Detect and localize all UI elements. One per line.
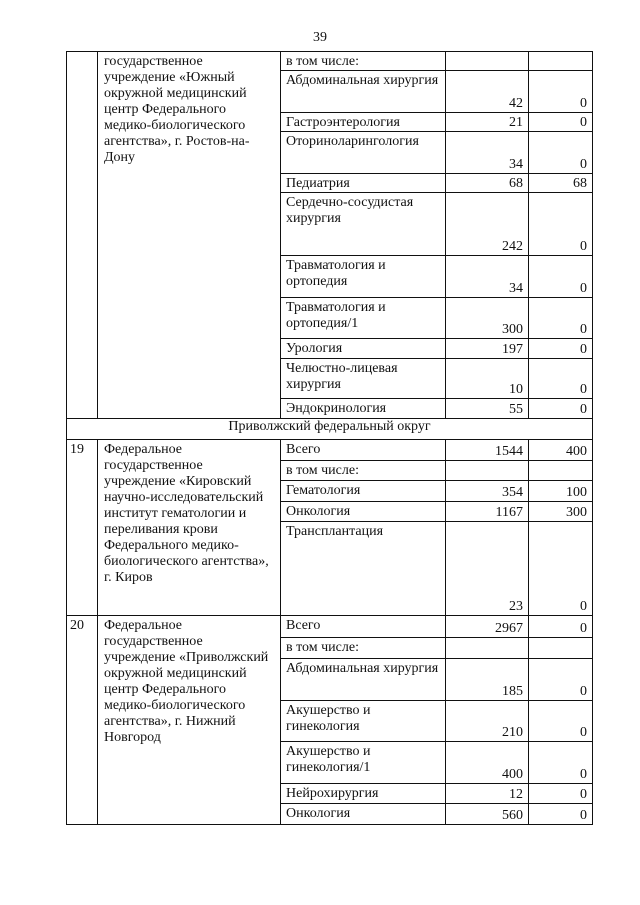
specialty-cell: в том числе:: [281, 638, 446, 659]
beds-total-cell: 34: [446, 256, 529, 298]
beds-quota-cell: 0: [529, 298, 593, 339]
beds-total-cell: 210: [446, 701, 529, 742]
beds-total-cell: 42: [446, 71, 529, 113]
specialty-cell: Гематология: [281, 481, 446, 502]
specialty-cell: Травматология и ортопедия: [281, 256, 446, 298]
beds-total-cell: 21: [446, 113, 529, 132]
beds-total-cell: 10: [446, 359, 529, 399]
specialty-cell: Трансплантация: [281, 522, 446, 616]
beds-total-cell: 400: [446, 742, 529, 784]
specialty-cell: Травматология и ортопедия/1: [281, 298, 446, 339]
beds-total-cell: [446, 461, 529, 481]
organization-cell: Федеральное государственное учреждение «Приволжский окружной медицинский центр Федерального медико-биологического агентства», г. Нижний Новгород: [98, 616, 281, 825]
beds-quota-cell: 0: [529, 359, 593, 399]
beds-quota-cell: [529, 638, 593, 659]
beds-total-cell: 1167: [446, 502, 529, 522]
beds-quota-cell: 400: [529, 440, 593, 461]
beds-quota-cell: 0: [529, 132, 593, 174]
specialty-cell: Акушерство и гинекология: [281, 701, 446, 742]
specialty-cell: в том числе:: [281, 461, 446, 481]
row-number-cell: 20: [67, 616, 98, 825]
beds-quota-cell: 0: [529, 113, 593, 132]
beds-quota-cell: 0: [529, 784, 593, 804]
beds-total-cell: 300: [446, 298, 529, 339]
beds-total-cell: 68: [446, 174, 529, 193]
beds-quota-cell: 0: [529, 339, 593, 359]
beds-quota-cell: [529, 461, 593, 481]
specialty-cell: Педиатрия: [281, 174, 446, 193]
beds-quota-cell: 0: [529, 742, 593, 784]
specialty-cell: Всего: [281, 616, 446, 638]
beds-total-cell: 23: [446, 522, 529, 616]
beds-total-cell: 242: [446, 193, 529, 256]
specialty-cell: Оториноларингология: [281, 132, 446, 174]
specialty-cell: Эндокринология: [281, 399, 446, 419]
beds-quota-cell: 0: [529, 701, 593, 742]
beds-total-cell: 1544: [446, 440, 529, 461]
beds-quota-cell: 0: [529, 804, 593, 825]
beds-total-cell: 185: [446, 659, 529, 701]
district-header-row: [67, 419, 593, 440]
table-row: [67, 616, 593, 638]
page-number: 39: [313, 30, 327, 45]
specialty-cell: Сердечно-сосудистая хирургия: [281, 193, 446, 256]
table-row: [67, 52, 593, 71]
beds-quota-cell: 0: [529, 399, 593, 419]
row-number-cell: [67, 52, 98, 419]
specialty-cell: Акушерство и гинекология/1: [281, 742, 446, 784]
beds-quota-cell: 0: [529, 522, 593, 616]
beds-quota-cell: 0: [529, 616, 593, 638]
beds-total-cell: [446, 52, 529, 71]
beds-quota-cell: [529, 52, 593, 71]
beds-total-cell: 55: [446, 399, 529, 419]
specialty-cell: Нейрохирургия: [281, 784, 446, 804]
row-number-cell: 19: [67, 440, 98, 616]
beds-quota-cell: 0: [529, 193, 593, 256]
beds-quota-cell: 0: [529, 71, 593, 113]
district-heading: Приволжский федеральный округ: [67, 419, 593, 440]
beds-total-cell: 2967: [446, 616, 529, 638]
specialty-cell: Абдоминальная хирургия: [281, 71, 446, 113]
specialty-cell: в том числе:: [281, 52, 446, 71]
beds-total-cell: 354: [446, 481, 529, 502]
beds-quota-cell: 0: [529, 659, 593, 701]
organization-cell: государственное учреждение «Южный окружной медицинский центр Федерального медико-биологического агентства», г. Ростов-на-Дону: [98, 52, 281, 419]
beds-quota-cell: 0: [529, 256, 593, 298]
organization-cell: Федеральное государственное учреждение «Кировский научно-исследовательский институт гематологии и переливания крови Федерального медико-биологического агентства», г. Киров: [98, 440, 281, 616]
beds-quota-cell: 100: [529, 481, 593, 502]
specialty-cell: Абдоминальная хирургия: [281, 659, 446, 701]
beds-total-cell: 34: [446, 132, 529, 174]
hospital-beds-table: [66, 51, 593, 825]
specialty-cell: Онкология: [281, 502, 446, 522]
beds-total-cell: [446, 638, 529, 659]
specialty-cell: Урология: [281, 339, 446, 359]
table-row: [67, 440, 593, 461]
specialty-cell: Онкология: [281, 804, 446, 825]
specialty-cell: Гастроэнтерология: [281, 113, 446, 132]
beds-total-cell: 12: [446, 784, 529, 804]
specialty-cell: Челюстно-лицевая хирургия: [281, 359, 446, 399]
beds-total-cell: 197: [446, 339, 529, 359]
specialty-cell: Всего: [281, 440, 446, 461]
beds-total-cell: 560: [446, 804, 529, 825]
beds-quota-cell: 68: [529, 174, 593, 193]
beds-quota-cell: 300: [529, 502, 593, 522]
